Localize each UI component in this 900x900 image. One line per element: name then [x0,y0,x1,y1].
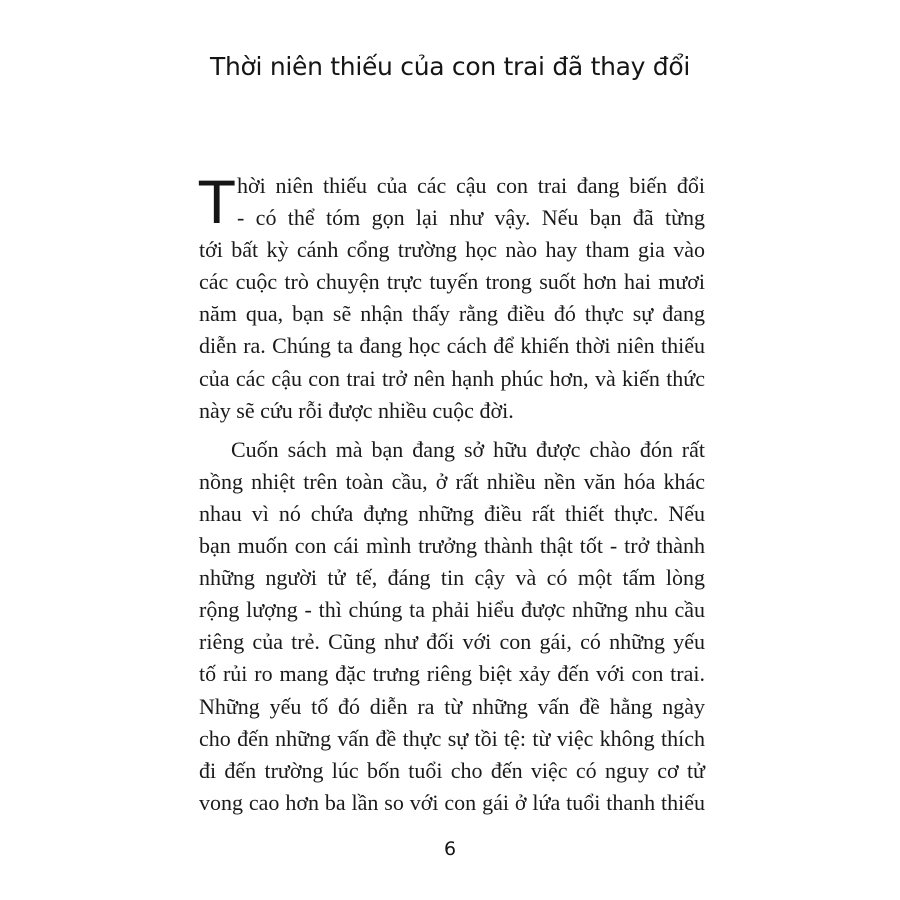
body-text [199,170,705,819]
text-line: tới bất kỳ cánh cổng trường học nào hay tham gia vào [199,237,705,263]
text-line: tố rủi ro mang đặc trưng riêng biệt xảy đến với con trai. [199,661,705,687]
text-line: cho đến những vấn đề thực sự tồi tệ: từ việc không thích [199,725,705,751]
text-line: vong cao hơn ba lần so với con gái ở lứa tuổi thanh thiếu [199,789,705,815]
text-line: nhau vì nó chứa đựng những điều rất thiết thực. Nếu [199,500,705,526]
text-line: diễn ra. Chúng ta đang học cách để khiến thời niên thiếu [199,333,705,359]
text-line: Những yếu tố đó diễn ra từ những vấn đề hằng ngày [199,693,705,719]
text-line: các cuộc trò chuyện trực tuyến trong suốt hơn hai mươi [199,269,705,295]
text-line: những người tử tế, đáng tin cậy và có một tấm lòng [199,565,705,591]
text-line: năm qua, bạn sẽ nhận thấy rằng điều đó thực sự đang [199,301,705,327]
drop-cap: T [199,169,235,237]
text-line: - có thể tóm gọn lại như vậy. Nếu bạn đã từng [237,205,705,231]
text-line: bạn muốn con cái mình trưởng thành thật tốt - trở thành [199,533,705,559]
text-line: riêng của trẻ. Cũng như đối với con gái, có những yếu [199,629,705,655]
text-line: nồng nhiệt trên toàn cầu, ở rất nhiều nền văn hóa khác [199,468,705,494]
text-line: Cuốn sách mà bạn đang sở hữu được chào đón rất [231,436,705,462]
paragraph-1 [199,170,705,427]
text-line: đi đến trường lúc bốn tuổi cho đến việc có nguy cơ tử [199,757,705,783]
text-line: rộng lượng - thì chúng ta phải hiểu được những nhu cầu [199,597,705,623]
text-line: của các cậu con trai trở nên hạnh phúc hơn, và kiến thức [199,365,705,391]
text-line: này sẽ cứu rỗi được nhiều cuộc đời. [199,397,514,423]
chapter-title: Thời niên thiếu của con trai đã thay đổi [210,52,690,81]
text-line: hời niên thiếu của các cậu con trai đang biến đổi [237,173,705,198]
paragraph-2 [199,434,705,819]
page-number: 6 [443,838,457,860]
